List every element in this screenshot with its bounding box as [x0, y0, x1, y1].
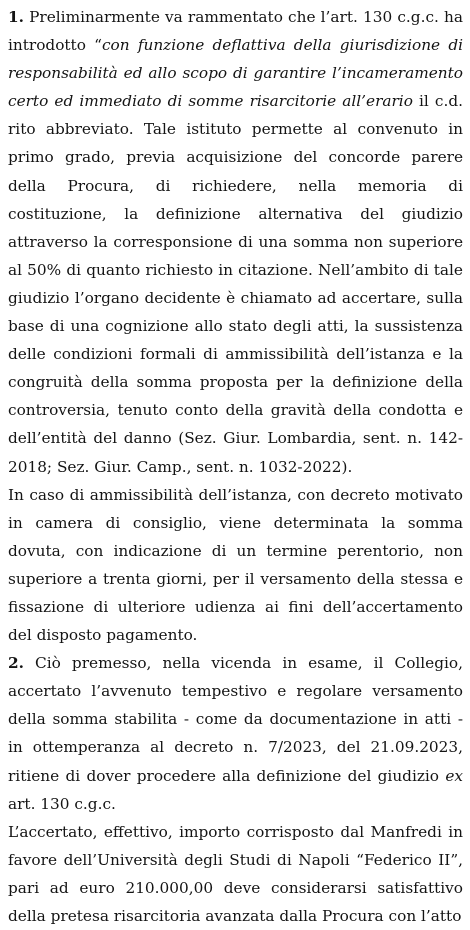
- paragraph-number: 2.: [8, 654, 24, 673]
- paragraph-2: [8, 481, 463, 650]
- paragraph-4: [8, 818, 463, 930]
- paragraph-number: 1.: [8, 8, 24, 26]
- italic-term: ex: [445, 766, 463, 785]
- paragraph-text: In caso di ammissibilità dell’istanza, con decreto motivato in camera di consiglio, viene determinata la somma dovuta, con indicazione di un termine perentorio, non superiore a trenta giorni, per il versamento della stessa e fissazione di ulteriore udienza ai fini dell’accertamento del disposto pagamento.: [8, 485, 463, 645]
- paragraph-text: art. 130 c.g.c.: [8, 794, 116, 813]
- paragraph-text: il c.d. rito abbreviato. Tale istituto permette al convenuto in primo grado, previa acquisizione del concorde parere della Procura, di richiedere, nella memoria di costituzione, la definizione alternativa del giudizio attraverso la corresponsione di una somma non superiore al 50% di quanto richiesto in citazione. Nell’ambito di tale giudizio l’organo decidente è chiamato ad accertare, sulla base di una cognizione allo stato degli atti, la sussistenza delle condizioni formali di ammissibilità dell’istanza e la congruità della somma proposta per la definizione della controversia, tenuto conto della gravità della condotta e dell’entità del danno (Sez. Giur. Lombardia, sent. n. 142-2018; Sez. Giur. Camp., sent. n. 1032-2022).: [8, 92, 463, 476]
- paragraph-text: Ciò premesso, nella vicenda in esame, il Collegio, accertato l’avvenuto tempestivo e regolare versamento della somma stabilita - come da documentazione in atti - in ottemperanza al decreto n. 7/2023, del 21.09.2023, ritiene di dover procedere alla definizione del giudizio: [8, 654, 463, 785]
- paragraph-text: L’accertato, effettivo, importo corrisposto dal Manfredi in favore dell’Università degli Studi di Napoli “Federico II”, pari ad euro 210.000,00 deve considerarsi satisfattivo della pretesa risarcitoria avanzata dalla Procura con l’atto: [8, 822, 463, 925]
- paragraph-3: [8, 649, 463, 818]
- paragraph-text: Preliminarmente va rammentato che l’art. 130 c.g.c. ha introdotto “: [8, 8, 463, 55]
- document-page: [8, 3, 463, 930]
- quoted-italic-text: con funzione deflattiva della giurisdizione di responsabilità ed allo scopo di garantire l’incameramento certo ed immediato di somme risarcitorie all’erario: [8, 36, 464, 111]
- paragraph-1: [8, 3, 463, 481]
